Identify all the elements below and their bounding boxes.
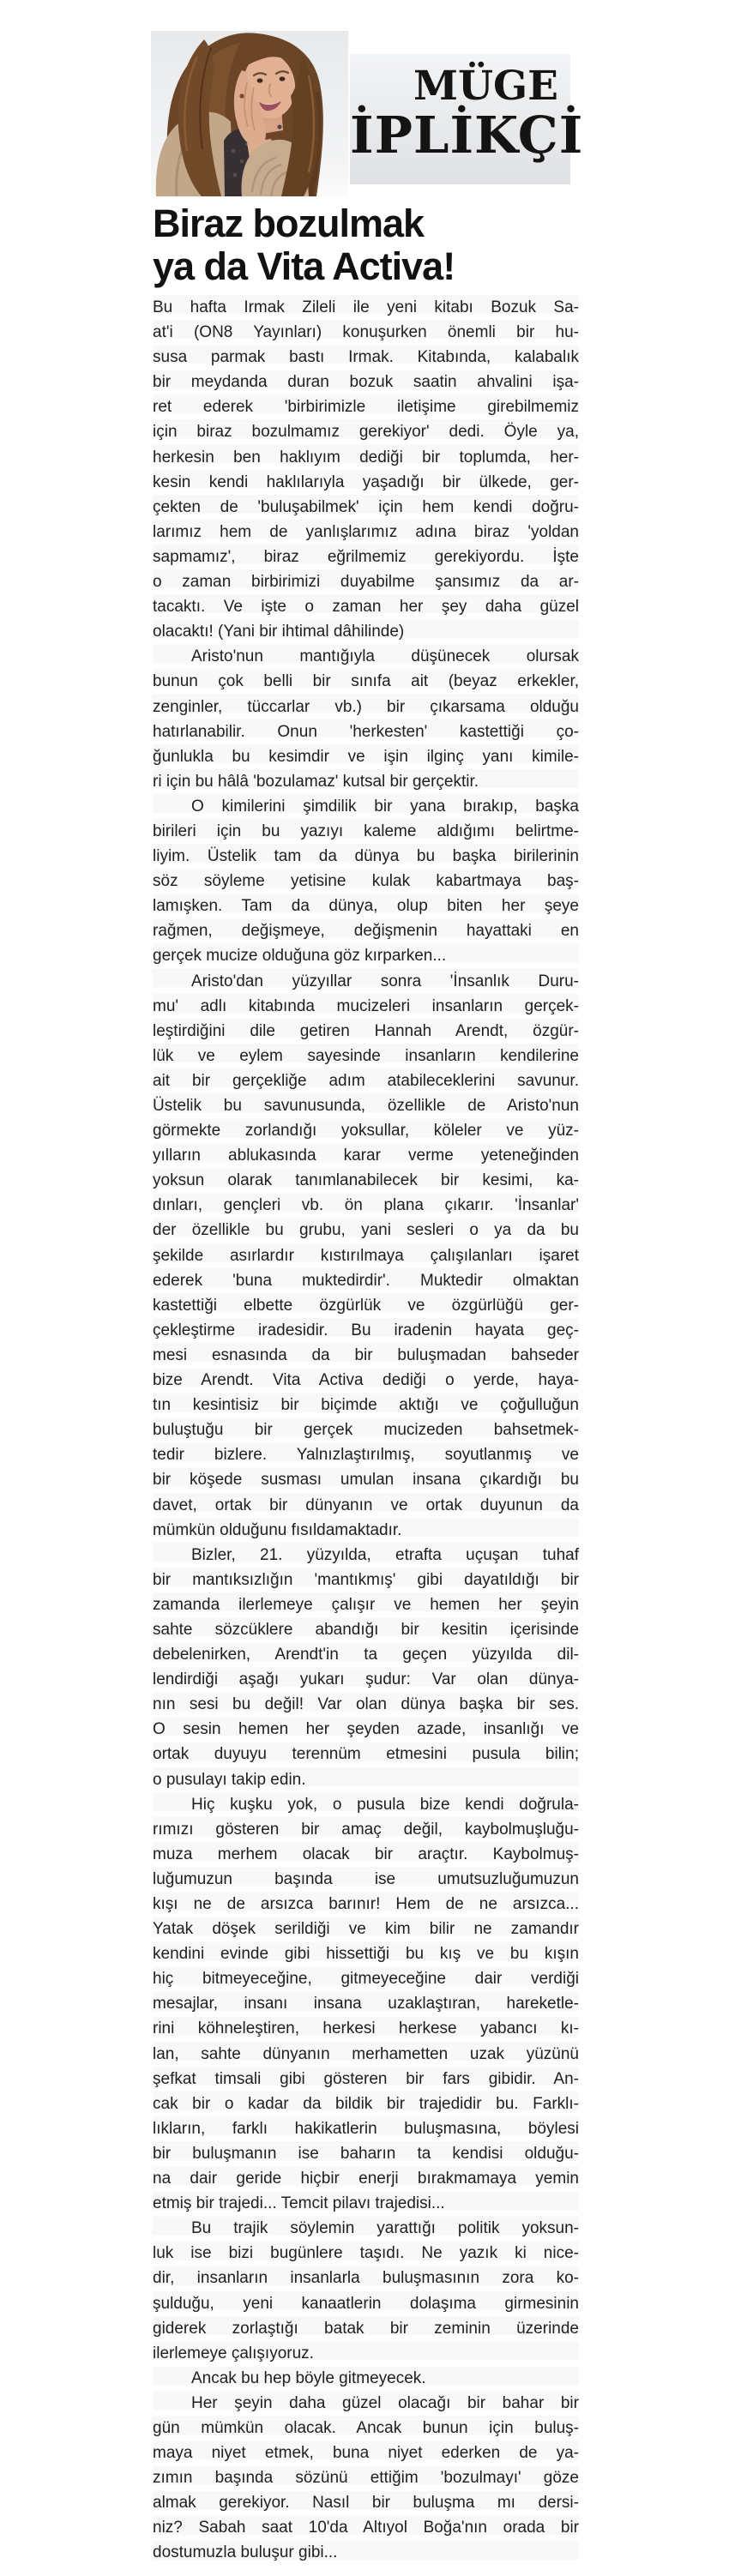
article-line: susa parmak bastı Irmak. Kitabında, kalabalık — [153, 348, 579, 367]
article-line: mümkün olduğunu fısıldamaktadır. — [153, 1520, 402, 1539]
article-line: bir mantıksızlığın 'mantıkmış' gibi dayatıldığı bir — [153, 1570, 579, 1589]
article-line: sapmamız', biraz eğrilmemiz gerekiyordu. İşte — [153, 547, 579, 566]
article-line: ret ederek 'birbirimizle iletişime girebilmemiz — [153, 398, 579, 417]
article-paragraph — [153, 295, 579, 644]
article-line: hatırlanabilir. Onun 'herkesten' kastettiği ço- — [153, 722, 579, 741]
article-line: yılların ablukasında karar verme yeteneğinden — [153, 1147, 579, 1165]
article-paragraph — [153, 969, 579, 1543]
article-line: tın kesintisiz bir biçimde aktığı ve çoğulluğun — [153, 1396, 579, 1415]
article-line: O sesin hemen her şeyden azade, insanlığı ve — [153, 1720, 579, 1739]
article-line: Aristo'dan yüzyıllar sonra 'İnsanlık Duru- — [191, 972, 579, 990]
article-title-line-1: Biraz bozulmak — [153, 202, 425, 245]
article-line: zımın başında sözünü ettiğim 'bozulmayı' göze — [153, 2469, 579, 2488]
article-paragraph — [153, 2391, 579, 2566]
article-line: lan, sahte dünyanın merhametten uzak yüzünü — [153, 2044, 579, 2063]
article-line: rımızı gösteren bir amaç değil, kaybolmuşluğu- — [153, 1820, 579, 1839]
article-line: lamışken. Tam da dünya, olup biten her şeye — [153, 897, 579, 916]
article-line: için biraz bozulmamız gerekiyor' dedi. Öyle ya, — [153, 423, 579, 442]
article-line: giderek zorlaştığı batak bir zeminin üzerinde — [153, 2319, 579, 2338]
article-line: bir köşede susması umulan insana çıkardığı bu — [153, 1471, 579, 1490]
article-line: tacaktı. Ve işte o zaman her şey daha güzel — [153, 598, 579, 617]
article-line: Her şeyin daha güzel olacağı bir bahar bir — [191, 2393, 579, 2412]
article-line: maya niyet etmek, buna niyet ederken de ya- — [153, 2444, 579, 2463]
article-line: nın sesi bu değil! Var olan dünya başka bir ses. — [153, 1695, 579, 1714]
article-line: kendini evinde gibi hissettiği bu kış ve bu kışın — [153, 1945, 579, 1964]
article-line: ait bir gerçekliğe adım atabileceklerini savunur. — [153, 1071, 579, 1090]
article-line: mu' adlı kitabında mucizeleri insanların gerçek- — [153, 996, 579, 1015]
article-line: dir, insanların insanlarla buluşmasının zora ko- — [153, 2269, 579, 2288]
article-line: çekleştirme iradesidir. Bu iradenin hayata geç- — [153, 1321, 579, 1339]
article-line: olacaktı! (Yani bir ihtimal dâhilinde) — [153, 623, 405, 641]
article-line: sahte sözcüklere abandığı bir kesitin içerisinde — [153, 1620, 579, 1639]
article-line: Üstelik bu savunusunda, özellikle de Aristo'nun — [153, 1097, 579, 1115]
article-line: bir buluşmanın ise baharın ta kendisi olduğu- — [153, 2144, 579, 2163]
article-line: ederek 'buna muktedirdir'. Muktedir olmaktan — [153, 1271, 579, 1290]
article-line: bir meydanda duran bozuk saatin ahvalini işa- — [153, 373, 579, 392]
article-line: davet, ortak bir dünyanın ve ortak duyunun da — [153, 1496, 579, 1514]
article-line: şekilde asırlardır kıstırılmaya çalışılanları işaret — [153, 1246, 579, 1265]
article-paragraph — [153, 2366, 579, 2391]
article-line: çekten de 'buluşabilmek' için hem kendi doğru- — [153, 497, 579, 516]
article-line: luğumuzun başında ise umutsuzluğumuzun — [153, 1869, 579, 1888]
article-line: dınları, gençleri vb. ön plana çıkarır. 'İnsanlar' — [153, 1196, 579, 1215]
article-line: buluştuğu bir gerçek mucizeden bahsetmek- — [153, 1421, 579, 1440]
article-line: hiç bitmeyeceğine, gitmeyeceğine dair verdiği — [153, 1970, 579, 1989]
article-line: lük ve eylem sayesinde insanların kendilerine — [153, 1046, 579, 1065]
article-line: ğunlukla bu kesimdir ve işin ilginç yanı kimile- — [153, 747, 579, 766]
article-line: tedir bizlere. Yalnızlaştırılmış, soyutlanmış ve — [153, 1446, 579, 1465]
article-line: larımız hem de yanlışlarımız adına biraz 'yoldan — [153, 522, 579, 541]
article-line: şulduğu, yeni kanaatlerin dolaşıma girmesinin — [153, 2294, 579, 2313]
article-line: birileri için bu yazıyı kaleme aldığımı belirtme- — [153, 822, 579, 840]
article-line: muza merhem olacak bir araçtır. Kaybolmuş- — [153, 1845, 579, 1863]
article-line: etmiş bir trajedi... Temcit pilavı trajedisi... — [153, 2194, 445, 2213]
article-line: na dair geride hiçbir enerji bırakmamaya yemin — [153, 2170, 579, 2188]
article-line: lendirdiği aşağı yukarı şudur: Var olan dünya- — [153, 1670, 579, 1689]
article-line: ri için bu hâlâ 'bozulamaz' kutsal bir gerçektir. — [153, 772, 479, 791]
article-line: herkesin ben haklıyım dediği bir toplumda, her- — [153, 448, 579, 466]
article-line: dostumuzla buluşur gibi... — [153, 2543, 338, 2562]
article-line: kastettiği elbette özgürlük ve özgürlüğü ger- — [153, 1296, 579, 1315]
article-line: ilerlemeye çalışıyoruz. — [153, 2344, 314, 2362]
article-line: rini köhneleştiren, herkesi herkese yabancı kı- — [153, 2019, 579, 2038]
article-body — [153, 295, 579, 2566]
article-line: debelenirken, Arendt'in ta geçen yüzyılda dil- — [153, 1646, 579, 1664]
article-line: niz? Sabah saat 10'da Altıyol Boğa'nın orada bir — [153, 2519, 579, 2537]
article-line: Ancak bu hep böyle gitmeyecek. — [191, 2368, 426, 2387]
author-name-block — [350, 54, 584, 184]
article-line: kesin kendi haklılarıyla yaşadığı bir ülkede, ger- — [153, 472, 579, 491]
article-line: cak bir o kadar da bildik bir trajedidir bu. Farklı- — [153, 2094, 579, 2113]
article-title-line-2: ya da Vita Activa! — [153, 244, 455, 288]
article-line: görmekte zorlandığı yoksullar, köleler ve yüz- — [153, 1122, 579, 1141]
article-line: şefkat timsali gibi gösteren bir fars gibidir. An- — [153, 2069, 579, 2088]
article-paragraph — [153, 644, 579, 794]
article-title — [153, 202, 581, 288]
article-line: leştirdiğini dile getiren Hannah Arendt, özgür- — [153, 1021, 579, 1040]
article-line: Aristo'nun mantığıyla düşünecek olursak — [191, 647, 579, 666]
article-line: Yatak döşek serildiği ve kim bilir ne zamandır — [153, 1920, 579, 1939]
author-last-name: İPLİKÇİ — [350, 105, 584, 165]
author-portrait-illustration — [151, 31, 348, 196]
article-line: Bu hafta Irmak Zileli ile yeni kitabı Bozuk Sa- — [153, 298, 579, 316]
author-photo — [151, 31, 348, 196]
article-line: O kimilerini şimdilik bir yana bırakıp, başka — [191, 797, 579, 816]
article-line: mesajlar, insanı insana uzaklaştıran, hareketle- — [153, 1995, 579, 2013]
author-first-name: MÜGE — [413, 63, 558, 110]
article-line: Bu trajik söylemin yarattığı politik yoksun- — [191, 2219, 579, 2238]
article-line: mesi esnasında da bir buluşmadan bahseder — [153, 1345, 579, 1364]
article-paragraph — [153, 2216, 579, 2366]
article-paragraph — [153, 1792, 579, 2217]
article-line: bize Arendt. Vita Activa dediği o yerde, haya- — [153, 1371, 579, 1390]
article-paragraph — [153, 794, 579, 969]
article-line: o zaman birbirimizi duyabilme şansımız da ar- — [153, 573, 579, 592]
article-line: ortak duyuyu terennüm etmesini pusula bilin; — [153, 1745, 579, 1764]
article-line: kışı ne de arsızca barınır! Hem de ne arsızca... — [153, 1895, 579, 1913]
article-line: gerçek mucize olduğuna göz kırparken... — [153, 947, 447, 966]
article-line: lıkların, farklı hakikatlerin buluşmasına, böylesi — [153, 2119, 579, 2138]
article-line: söz söyleme yetisine kulak kabartmaya baş- — [153, 872, 579, 891]
article-line: at'i (ON8 Yayınları) konuşurken önemli bir hu- — [153, 323, 579, 342]
article-line: rağmen, değişmeye, değişmenin hayattaki en — [153, 922, 579, 941]
article-line: liyim. Üstelik tam da dünya bu başka birilerinin — [153, 847, 579, 866]
article-line: o pusulayı takip edin. — [153, 1770, 306, 1789]
article-line: almak gerekiyor. Nasıl bir buluşma mı dersi- — [153, 2494, 579, 2513]
article-line: yoksun olarak tanımlanabilecek bir kesimi, ka- — [153, 1171, 579, 1190]
article-line: Bizler, 21. yüzyılda, etrafta uçuşan tuhaf — [191, 1545, 579, 1564]
article-line: der özellikle bu grubu, yani sesleri o ya da bu — [153, 1221, 579, 1240]
article-line: gün mümkün olacak. Ancak bunun için buluş- — [153, 2418, 579, 2437]
article-line: zenginler, tüccarlar vb.) bir çıkarsama olduğu — [153, 697, 579, 716]
article-line: zamanda ilerlemeye çalışır ve hemen her şeyin — [153, 1595, 579, 1614]
article-line: luk ise bizi bugünlere taşıdı. Ne yazık ki nice- — [153, 2244, 579, 2263]
article-line: Hiç kuşku yok, o pusula bize kendi doğrula- — [191, 1795, 579, 1814]
article-line: bunun çok belli bir sınıfa ait (beyaz erkekler, — [153, 672, 579, 691]
article-paragraph — [153, 1543, 579, 1792]
